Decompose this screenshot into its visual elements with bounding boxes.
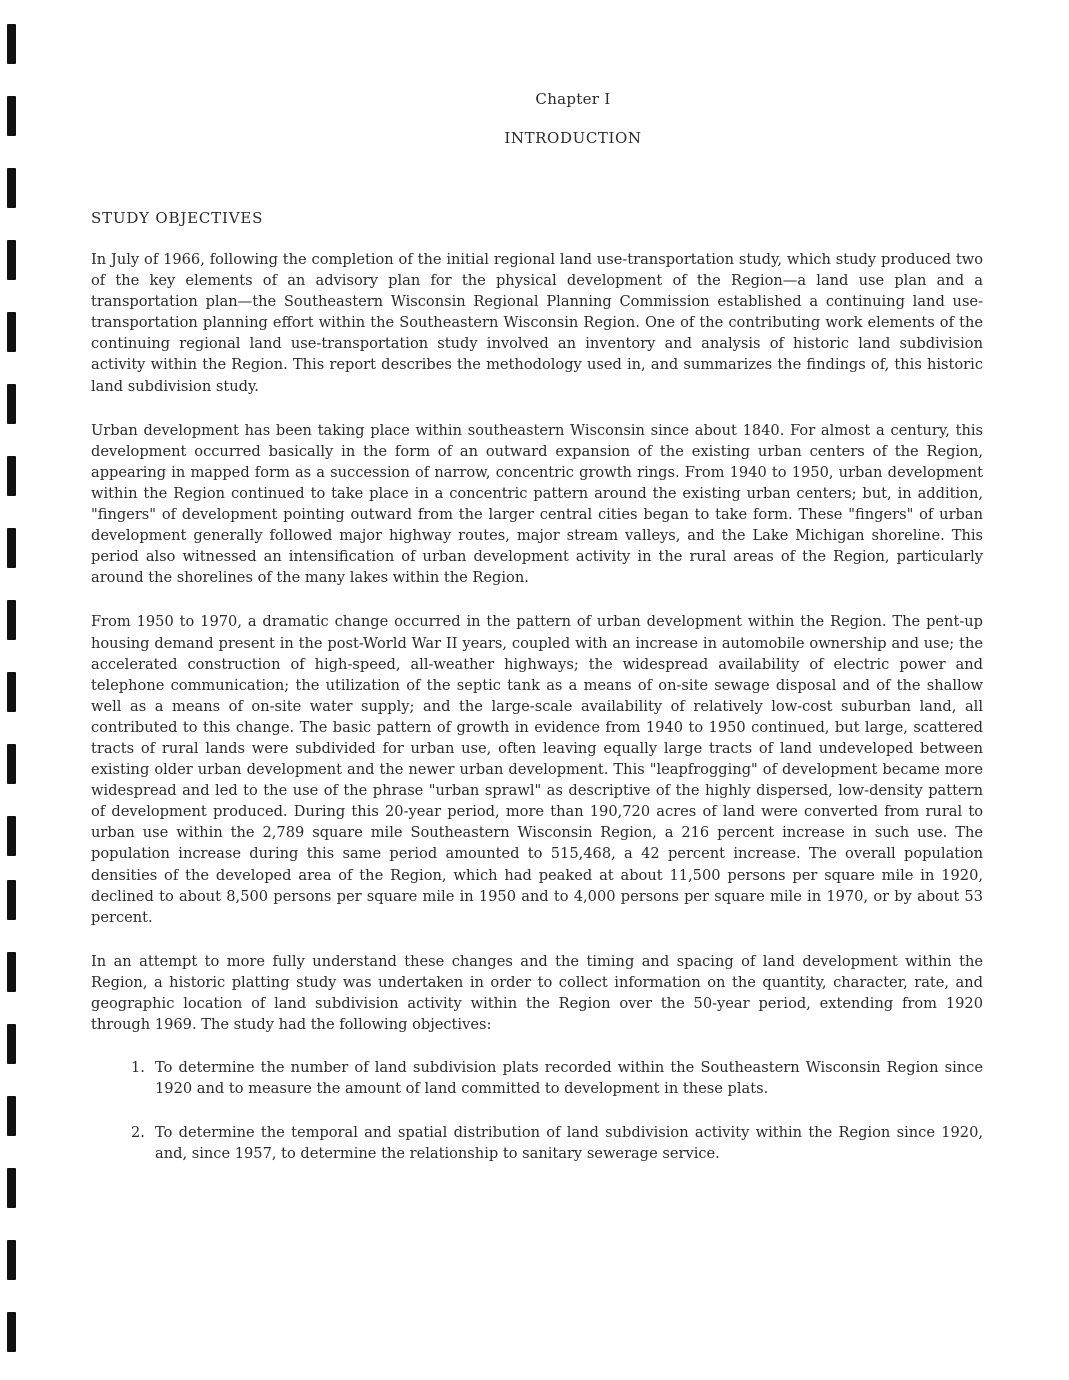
paragraph: Urban development has been taking place within southeastern Wisconsin since about 1840. For almost a century, this development occurred basically in the form of an outward expansion of the existing urban centers of the Region, appearing in mapped form as a succession of narrow, concentric growth rings. From 1940 to 1950, urban development within the Region continued to take place in a concentric pattern around the existing urban centers; but, in addition, "fingers" of development pointing outward from the larger central cities began to take form. These "fingers" of urban development generally followed major highway routes, major stream valleys, and the Lake Michigan shoreline. This period also witnessed an intensification of urban development activity in the rural areas of the Region, particularly around the shorelines of the many lakes within the Region. [91,421,983,587]
binding-mark [7,384,16,424]
chapter-title: INTRODUCTION [504,129,642,147]
binding-mark [7,1312,16,1352]
binding-mark [7,1096,16,1136]
binding-mark [7,952,16,992]
document-page [91,86,983,1188]
binding-mark [7,312,16,352]
objective-item [91,1057,983,1099]
binding-mark [7,1168,16,1208]
binding-mark [7,240,16,280]
binding-mark [7,96,16,136]
binding-mark [7,168,16,208]
objective-text: To determine the number of land subdivision plats recorded within the Southeastern Wisconsin Region since 1920 and to measure the amount of land committed to development in these plats. [155,1059,983,1098]
paragraph: In an attempt to more fully understand these changes and the timing and spacing of land development within the Region, a historic platting study was undertaken in order to collect information on the quantity, character, rate, and geographic location of land subdivision activity within the Region over the 50-year period, extending from 1920 through 1969. The study had the following objectives: [91,952,983,1034]
objective-text: To determine the temporal and spatial distribution of land subdivision activity within the Region since 1920, and, since 1957, to determine the relationship to sanitary sewerage service. [155,1124,983,1163]
binding-mark [7,528,16,568]
binding-mark [7,24,16,64]
objective-number: 1. [131,1059,145,1077]
paragraph: From 1950 to 1970, a dramatic change occurred in the pattern of urban development within the Region. The pent-up housing demand present in the post-World War II years, coupled with an increase in automobile ownership and use; the accelerated construction of high-speed, all-weather highways; the widespread availability of electric power and telephone communication; the utilization of the septic tank as a means of on-site sewage disposal and of the shallow well as a means of on-site water supply; and the large-scale availability of relatively low-cost suburban land, all contributed to this change. The basic pattern of growth in evidence from 1940 to 1950 continued, but large, scattered tracts of rural lands were subdivided for urban use, often leaving equally large tracts of land undeveloped between existing older urban development and the newer urban development. This "leapfrogging" of development became more widespread and led to the use of the phrase "urban sprawl" as descriptive of the highly dispersed, low-density pattern of development produced. During this 20-year period, more than 190,720 acres of land were converted from rural to urban use within the 2,789 square mile Southeastern Wisconsin Region, a 216 percent increase in such use. The population increase during this same period amounted to 515,468, a 42 percent increase. The overall population densities of the developed area of the Region, which had peaked at about 11,500 persons per square mile in 1920, declined to about 8,500 persons per square mile in 1950 and to 4,000 persons per square mile in 1970, or by about 53 percent. [91,613,983,926]
paragraph: In July of 1966, following the completion of the initial regional land use-transportation study, which study produced two of the key elements of an advisory plan for the physical development of the Region—a land use plan and a transportation plan—the Southeastern Wisconsin Regional Planning Commission established a continuing land use-transportation planning effort within the Southeastern Wisconsin Region. One of the contributing work elements of the continuing regional land use-transportation study involved an inventory and analysis of historic land subdivision activity within the Region. This report describes the methodology used in, and summarizes the findings of, this historic land subdivision study. [91,251,983,395]
objectives-list [91,1057,983,1164]
chapter-label: Chapter I [535,90,611,108]
binding-mark [7,600,16,640]
binding-mark [7,456,16,496]
binding-mark [7,880,16,920]
objective-number: 2. [131,1124,145,1142]
section-heading: STUDY OBJECTIVES [91,209,264,227]
binding-mark [7,744,16,784]
binding-mark [7,672,16,712]
binding-hole-marks [0,0,30,1380]
binding-mark [7,816,16,856]
binding-mark [7,1024,16,1064]
objective-item [91,1122,983,1164]
binding-mark [7,1240,16,1280]
